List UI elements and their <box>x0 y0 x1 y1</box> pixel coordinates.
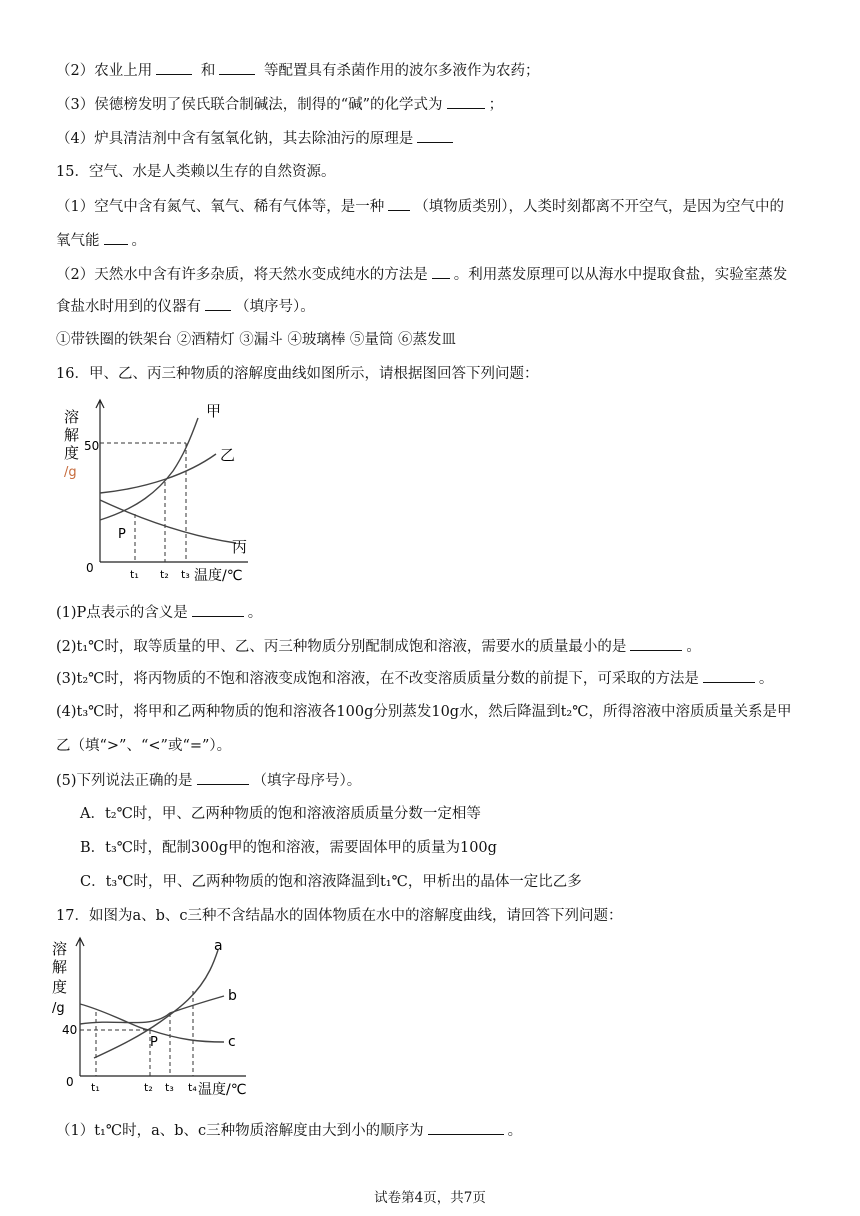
ylabel-2: 解 <box>52 958 68 976</box>
q17-stem: 17．如图为a、b、c三种不含结晶水的固体物质在水中的溶解度曲线，请回答下列问题： <box>56 908 623 924</box>
xtick-t1: t₁ <box>130 568 139 581</box>
q15-part2: （2）天然水中含有许多杂质，将天然水变成纯水的方法是 。利用蒸发原理可以从海水中提取食盐，实验室蒸发 <box>56 264 787 285</box>
origin-label: 0 <box>86 561 94 575</box>
xtick-t3: t₃ <box>181 568 190 581</box>
q16-sub5: (5)下列说法正确的是 （填字母序号）。 <box>56 770 361 791</box>
ytick-50: 50 <box>84 439 100 453</box>
answer-blank <box>417 128 453 143</box>
q15-part1-cont: 氧气能 。 <box>56 230 146 251</box>
q16-option-b: B．t₃℃时，配制300g甲的饱和溶液，需要固体甲的质量为100g <box>80 840 497 856</box>
q14-part4: （4）炉具清洁剂中含有氢氧化钠，其去除油污的原理是 <box>56 128 457 149</box>
xtick-t3: t₃ <box>165 1081 174 1094</box>
q14-part3: （3）侯德榜发明了侯氏联合制碱法，制得的“碱”的化学式为 ； <box>56 94 503 115</box>
label-bing: 丙 <box>232 538 248 556</box>
q16-solubility-chart <box>58 396 258 588</box>
q16-sub1: (1)P点表示的含义是 。 <box>56 602 262 623</box>
q16-sub4-cont: 乙（填“>”、“<”或“=”）。 <box>56 738 232 754</box>
label-jia: 甲 <box>206 402 222 420</box>
point-p-label: P <box>150 1035 158 1050</box>
ylabel-unit: /g <box>52 1001 65 1016</box>
ytick-40: 40 <box>62 1023 78 1037</box>
answer-blank <box>205 296 231 311</box>
answer-blank <box>388 196 410 211</box>
xlabel: 温度/℃ <box>194 568 243 584</box>
xtick-t2: t₂ <box>144 1081 153 1094</box>
answer-blank <box>447 94 485 109</box>
ylabel-2: 解 <box>64 426 80 444</box>
q15-part2-cont: 食盐水时用到的仪器有 （填序号）。 <box>56 296 315 317</box>
label-b: b <box>228 988 237 1004</box>
xlabel: 温度/℃ <box>198 1082 247 1098</box>
answer-blank <box>156 60 192 75</box>
page-footer: 试卷第4页，共7页 <box>374 1190 486 1206</box>
point-p-label: P <box>118 527 126 542</box>
ylabel-3: 度 <box>52 978 68 996</box>
series-jia-curve <box>100 418 198 520</box>
q15-options: ①带铁圈的铁架台 ②酒精灯 ③漏斗 ④玻璃棒 ⑤量筒 ⑥蒸发皿 <box>56 332 457 348</box>
answer-blank <box>104 230 128 245</box>
ylabel-unit: /g <box>64 465 77 480</box>
answer-blank <box>197 770 249 785</box>
label-c: c <box>228 1034 236 1050</box>
q14-part2: （2）农业上用 和 等配置具有杀菌作用的波尔多液作为农药； <box>56 60 539 81</box>
answer-blank <box>432 264 450 279</box>
answer-blank <box>703 668 755 683</box>
answer-blank <box>219 60 255 75</box>
answer-blank <box>428 1120 504 1135</box>
xtick-t2: t₂ <box>160 568 169 581</box>
answer-blank <box>192 602 244 617</box>
answer-blank <box>630 636 682 651</box>
origin-label: 0 <box>66 1075 74 1089</box>
q16-sub4: (4)t₃℃时，将甲和乙两种物质的饱和溶液各100g分别蒸发10g水，然后降温到t₂℃，所得溶液中溶质质量关系是甲 <box>56 704 792 720</box>
label-yi: 乙 <box>220 446 236 464</box>
q16-stem: 16．甲、乙、丙三种物质的溶解度曲线如图所示，请根据图回答下列问题： <box>56 366 539 382</box>
ylabel-1: 溶 <box>52 940 68 958</box>
ylabel-1: 溶 <box>64 408 80 426</box>
q16-sub2: (2)t₁℃时，取等质量的甲、乙、丙三种物质分别配制成饱和溶液，需要水的质量最小的是 。 <box>56 636 701 657</box>
q15-stem: 15．空气、水是人类赖以生存的自然资源。 <box>56 164 336 180</box>
q16-option-c: C．t₃℃时，甲、乙两种物质的饱和溶液降温到t₁℃，甲析出的晶体一定比乙多 <box>80 874 582 890</box>
q17-solubility-chart <box>50 936 260 1102</box>
q17-sub1: （1）t₁℃时，a、b、c三种物质溶解度由大到小的顺序为 。 <box>56 1120 522 1141</box>
ylabel-3: 度 <box>64 444 80 462</box>
q16-option-a: A．t₂℃时，甲、乙两种物质的饱和溶液溶质质量分数一定相等 <box>80 806 481 822</box>
label-a: a <box>214 938 223 954</box>
series-b-curve <box>80 996 224 1024</box>
xtick-t1: t₁ <box>91 1081 100 1094</box>
q16-sub3: (3)t₂℃时，将丙物质的不饱和溶液变成饱和溶液，在不改变溶质质量分数的前提下，可采取的方法是 。 <box>56 668 773 689</box>
xtick-t4: t₄ <box>188 1081 197 1094</box>
q15-part1: （1）空气中含有氮气、氧气、稀有气体等，是一种 （填物质类别），人类时刻都离不开空气，是因为空气中的 <box>56 196 784 217</box>
